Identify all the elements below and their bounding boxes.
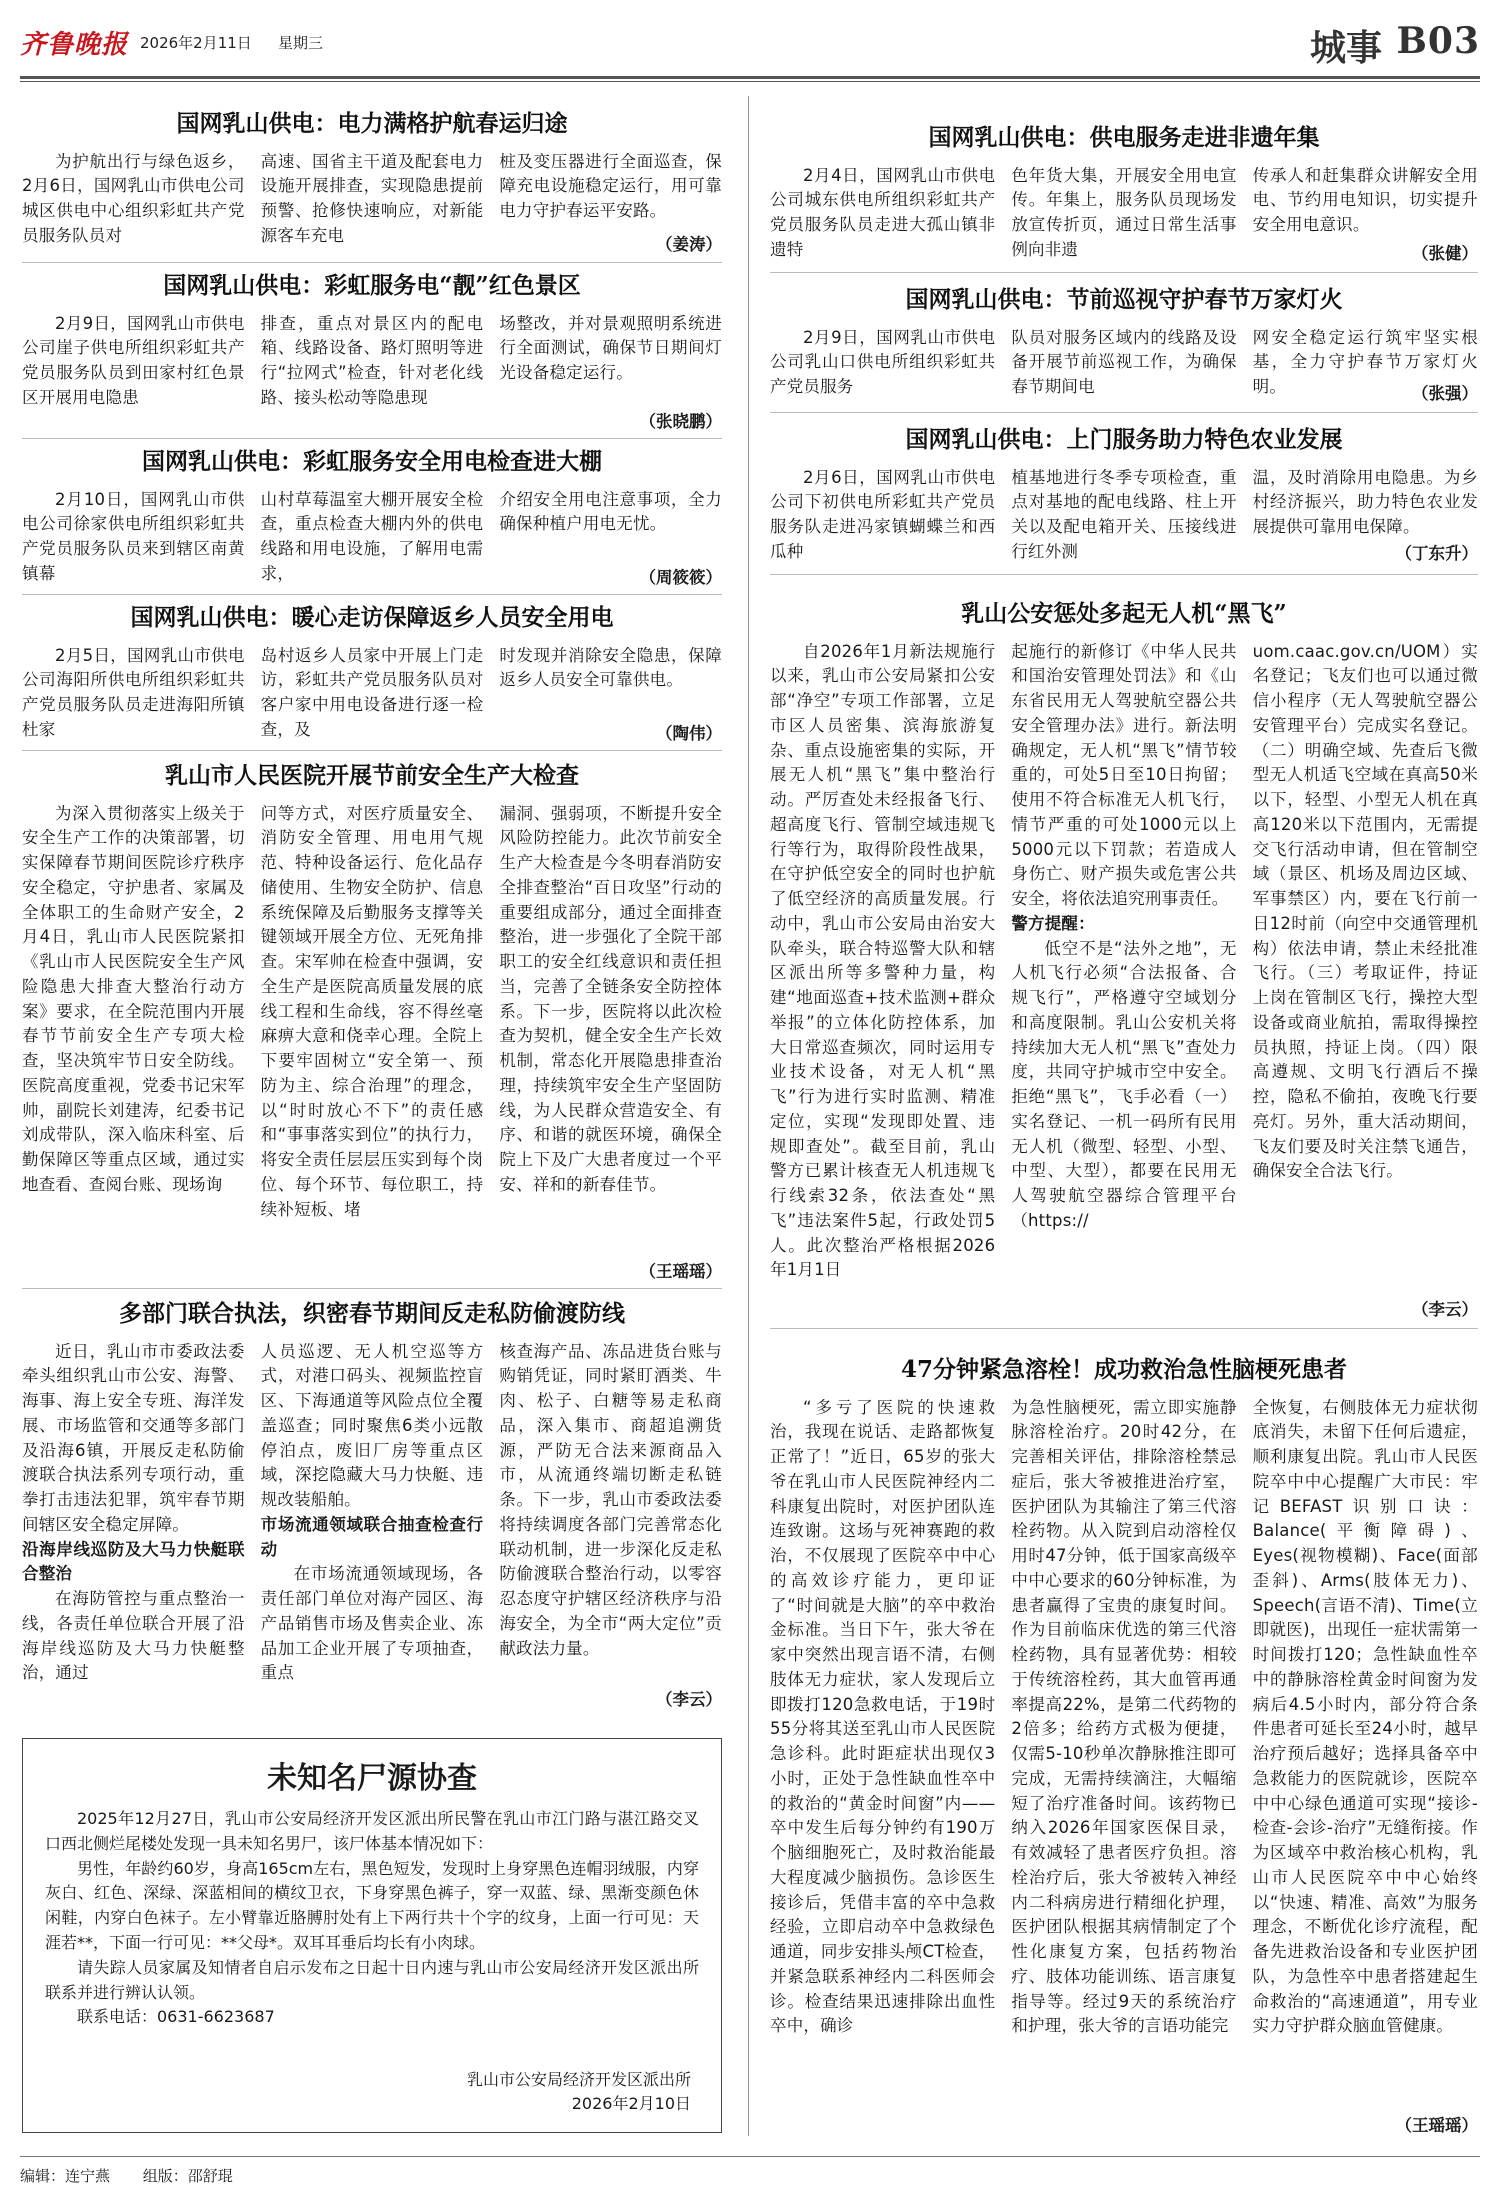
article-anti-smuggling xyxy=(22,1300,722,1710)
divider xyxy=(770,1328,1478,1329)
masthead-rule-thin xyxy=(20,81,1480,82)
byline: （张晓鹏） xyxy=(636,408,723,432)
page-footer xyxy=(20,2165,261,2186)
byline: （周筱筱） xyxy=(636,564,723,588)
article-column: 时发现并消除安全隐患，保障返乡人员安全可靠供电。 xyxy=(499,645,723,690)
article-column: 2月4日，国网乳山市供电公司城东供电所组织彩虹共产党员服务队员走进大孤山镇非遗特 xyxy=(770,165,996,259)
article-column: uom.caac.gov.cn/UOM）实名登记；飞友们也可以通过微信小程序（无人驾驶航空器公安管理平台）完成实名登记。（二）明确空域、先查后飞微型无人机适飞空域在真高50米以下，轻型、小型无人机在真高120米以下范围内，无需提交飞行活动申请，但在管制空域（景区、机场及周边区域、军事禁区）内，要在飞行前一日12时前（向空中交通管理机构）依法申请，禁止未经批准飞行。（三）考取证件，持证上岗在管制区飞行，操控大型设备或商业航拍，需取得操控员执照，持证上岗。（四）限高遵规、文明飞行酒后不操控，隐私不偷拍，夜晚飞行要亮灯。另外，重大活动期间，飞友们要及时关注禁飞通告，确保安全合法飞行。 xyxy=(1252,641,1478,1181)
article-column: 自2026年1月新法规施行以来，乳山市公安局紧扣公安部“净空”专项工作部署，立足市区人员密集、滨海旅游复杂、重点设施密集的实际，开展无人机“黑飞”集中整治行动。严厉查处未经报备飞行、超高度飞行、管制空域违规飞行等行为，取得阶段性战果，在守护低空安全的同时也护航了低空经济的高质量发展。行动中，乳山市公安局由治安大队牵头，联合特巡警大队和辖区派出所等多警种力量，构建“地面巡查+技术监测+群众举报”的立体化防控体系，加大日常巡查频次，同时运用专业技术设备，对无人机“黑飞”行为进行实时监测、精准定位，实现“发现即处置、违规即查处”。截至目前，乳山警方已累计核查无人机违规飞行线索32条，依法查处“黑飞”违法案件5起，行政处罚5人。此次整治严格根据2026年1月1日 xyxy=(770,641,996,1280)
notice-title: 未知名尸源协查 xyxy=(267,1761,477,1796)
article-column: 排查，重点对景区内的配电箱、线路设备、路灯照明等进行“拉网式”检查，针对老化线路、接头松动等隐患现 xyxy=(260,313,484,407)
subheading: 警方提醒： xyxy=(1011,913,1095,933)
article-drone-black-flight xyxy=(770,600,1478,1320)
divider xyxy=(22,750,722,751)
article-title: 国网乳山供电：电力满格护航春运归途 xyxy=(176,110,568,137)
article-column: 核查海产品、冻品进货台账与购销凭证，同时紧盯酒类、牛肉、松子、白糖等易走私商品，深入集市、商超追溯货源，严防无合法来源商品入市，从流通终端切断走私链条。下一步，乳山市委政法委将持续调度各部门完善常态化联动机制，进一步深化反走私防偷渡联合整治行动，以零容忍态度守护辖区经济秩序与沿海安全，为全市“两大定位”贡献政法力量。 xyxy=(499,1341,723,1658)
divider xyxy=(770,272,1478,273)
article-column: 2月9日，国网乳山市供电公司崖子供电所组织彩虹共产党员服务队员到田家村红色景区开展用电隐患 xyxy=(22,313,245,407)
article-title: 国网乳山供电：彩虹服务安全用电检查进大棚 xyxy=(142,448,602,475)
byline: （姜涛） xyxy=(652,231,722,255)
article-column: 2月9日，国网乳山市供电公司乳山口供电所组织彩虹共产党员服务 xyxy=(770,327,996,397)
subheading: 市场流通领域联合抽查检查行动 xyxy=(260,1514,484,1559)
article-column: 植基地进行冬季专项检查，重点对基地的配电线路、柱上开关以及配电箱开关、压接线进行红外测 xyxy=(1011,467,1237,561)
article-column: 全恢复，右侧肢体无力症状彻底消失，未留下任何后遗症，顺利康复出院。乳山市人民医院卒中中心提醒广大市民：牢记BEFAST识别口诀：Balance(平衡障碍)、Eyes(视物模糊)、Face(面部歪斜)、Arms(肢体无力)、Speech(言语不清)、Time(立即就医)，出现任一症状需第一时间拨打120；急性缺血性卒中的静脉溶栓黄金时间窗为发病后4.5小时内，部分符合条件患者可延长至24小时，越早治疗预后越好；选择具备卒中急救能力的医院就诊，医院卒中中心绿色通道可实现“接诊-检查-会诊-治疗”无缝衔接。作为区域卒中救治核心机构，乳山市人民医院卒中中心始终以“快速、精准、高效”为服务理念，不断优化诊疗流程，配备先进救治设备和专业医护团队，为急性卒中患者搭建起生命救治的“高速通道”，用专业实力守护群众脑血管健康。 xyxy=(1252,1397,1478,2036)
article-red-scenic-area xyxy=(22,272,722,432)
page-number: B03 xyxy=(1396,20,1480,62)
byline: （王瑶瑶） xyxy=(1392,2112,1479,2136)
divider xyxy=(770,574,1478,575)
article-column: 2月6日，国网乳山市供电公司下初供电所彩虹共产党员服务队走进冯家镇蝴蝶兰和西瓜种 xyxy=(770,467,996,561)
article-column: 2月10日，国网乳山市供电公司徐家供电所组织彩虹共产党员服务队员来到辖区南黄镇幕 xyxy=(22,489,245,583)
article-column: 传承人和赶集群众讲解安全用电、节约用电知识，切实提升安全用电意识。 xyxy=(1252,165,1478,235)
newspaper-logo: 齐鲁晚报 xyxy=(20,30,129,60)
article-title: 乳山公安惩处多起无人机“黑飞” xyxy=(961,600,1287,627)
byline: （张强） xyxy=(1408,380,1478,404)
article-title: 国网乳山供电：上门服务助力特色农业发展 xyxy=(905,426,1343,453)
article-intangible-heritage-fair xyxy=(770,124,1478,264)
article-column: 2月5日，国网乳山市供电公司海阳所供电所组织彩虹共产党员服务队员走进海阳所镇杜家 xyxy=(22,645,245,739)
byline: （李云） xyxy=(1408,1296,1478,1320)
divider xyxy=(22,438,722,439)
article-title: 国网乳山供电：暖心走访保障返乡人员安全用电 xyxy=(130,604,614,631)
article-column: 山村草莓温室大棚开展安全检查，重点检查大棚内外的供电线路和用电设施，了解用电需求， xyxy=(260,489,484,583)
article-column: 温，及时消除用电隐患。为乡村经济振兴，助力特色农业发展提供可靠用电保障。 xyxy=(1252,467,1478,537)
subheading: 沿海岸线巡防及大马力快艇联合整治 xyxy=(22,1539,245,1584)
notice-body: 2025年12月27日，乳山市公安局经济开发区派出所民警在乳山市江门路与湛江路交叉口西北侧烂尾楼处发现一具未知名男尸，该尸体基本情况如下： 男性，年龄约60岁，身高165cm左右，黑色短发，发现时上身穿黑色连帽羽绒服，内穿灰白、红色、深绿、深蓝相间的横纹卫衣，下身穿黑色裤子，穿一双蓝、绿、黑渐变颜色休闲鞋，内穿白色袜子。左小臂靠近胳膊肘处有上下两行共十个字的纹身，上面一行可见：天涯若**，下面一行可见：**父母*。双耳耳垂后均长有小肉球。 请失踪人员家属及知情者自启示发布之日起十日内速与乳山市公安局经济开发区派出所联系并进行辨认认领。 联系电话：0631-6623687 xyxy=(45,1807,699,2030)
masthead-rule xyxy=(20,76,1480,79)
article-title: 多部门联合执法，织密春节期间反走私防偷渡防线 xyxy=(119,1300,625,1327)
article-column: 高速、国省主干道及配套电力设施开展排查，实现隐患提前预警、抢修快速响应，对新能源客车充电 xyxy=(260,151,484,245)
divider xyxy=(22,594,722,595)
article-column: 介绍安全用电注意事项，全力确保种植户用电无忧。 xyxy=(499,489,723,534)
editor-credit: 编辑：连宁燕 xyxy=(20,2167,111,2185)
article-column: 网安全稳定运行筑牢坚实根基，全力守护春节万家灯火明。 xyxy=(1252,327,1478,397)
masthead xyxy=(20,14,1480,74)
article-stroke-thrombolysis xyxy=(770,1356,1478,2136)
article-column: 岛村返乡人员家中开展上门走访，彩虹共产党员服务队员对客户家中用电设备进行逐一检查，及 xyxy=(260,645,484,739)
article-title: 国网乳山供电：供电服务走进非遗年集 xyxy=(928,124,1320,151)
section-name: 城事 xyxy=(1309,27,1382,69)
article-title: 国网乳山供电：彩虹服务电“靓”红色景区 xyxy=(163,272,581,299)
column-divider xyxy=(748,96,749,2136)
issue-weekday: 星期三 xyxy=(278,34,324,52)
article-column: “多亏了医院的快速救治，我现在说话、走路都恢复正常了！”近日，65岁的张大爷在乳山市人民医院神经内二科康复出院时，对医护团队连连致谢。这场与死神赛跑的救治，不仅展现了医院卒中中心的高效诊疗能力，更印证了“时间就是大脑”的卒中救治金标准。当日下午，张大爷在家中突然出现言语不清，右侧肢体无力症状，家人发现后立即拨打120急救电话，于19时55分将其送至乳山市人民医院急诊科。此时距症状出现仅3小时，正处于急性缺血性卒中的救治的“黄金时间窗”内——卒中发生后每分钟约有190万个脑细胞死亡，及时救治能最大程度减少脑损伤。急诊医生接诊后，凭借丰富的卒中急救经验，立即启动卒中急救绿色通道，同步安排头颅CT检查，并紧急联系神经内二科医师会诊。检查结果迅速排除出血性卒中，确诊 xyxy=(770,1397,996,2036)
article-power-spring-festival xyxy=(22,110,722,255)
article-specialty-agriculture xyxy=(770,426,1478,564)
article-title: 乳山市人民医院开展节前安全生产大检查 xyxy=(165,762,579,789)
article-column: 队员对服务区域内的线路及设备开展节前巡视工作，为确保春节期间电 xyxy=(1011,327,1237,397)
article-column: 为急性脑梗死，需立即实施静脉溶栓治疗。20时42分，在完善相关评估，排除溶栓禁忌症后，张大爷被推进治疗室，医护团队为其输注了第三代溶栓药物。从入院到启动溶栓仅用时47分钟，低于国家高级卒中中心要求的60分钟标准，为患者赢得了宝贵的康复时间。作为目前临床优选的第三代溶栓药物，具有显著优势：相较于传统溶栓药，其大血管再通率提高22%，是第二代药物的2倍多；给药方式极为便捷，仅需5-10秒单次静脉推注即可完成，无需持续滴注，大幅缩短了治疗准备时间。该药物已纳入2026年国家医保目录，有效减轻了患者医疗负担。溶栓治疗后，张大爷被转入神经内二科病房进行精细化护理，医护团队根据其病情制定了个性化康复方案，包括药物治疗、肢体功能训练、语言康复指导等。经过9天的系统治疗和护理，张大爷的言语功能完 xyxy=(1011,1397,1237,2036)
article-title: 国网乳山供电：节前巡视守护春节万家灯火 xyxy=(905,286,1343,313)
article-column: 人员巡逻、无人机空巡等方式，对港口码头、视频监控盲区、下海通道等风险点位全覆盖巡查；同时聚焦6类小远散停泊点，废旧厂房等重点区域，深挖隐藏大马力快艇、违规改装船舶。 市场流通领域联合抽查检查行动 在市场流通领域现场，各责任部门单位对海产园区、海产品销售市场及售卖企业、冻品加工企业开展了专项抽查，重点 xyxy=(260,1341,484,1683)
article-column: 色年货大集，开展安全用电宣传。年集上，服务队员现场发放宣传折页，通过日常生活事例向非遗 xyxy=(1011,165,1237,259)
article-pre-festival-patrol xyxy=(770,286,1478,404)
byline: （丁东升） xyxy=(1392,540,1479,564)
divider xyxy=(22,262,722,263)
article-column: 问等方式，对医疗质量安全、消防安全管理、用电用气规范、特种设备运行、危化品存储使用、生物安全防护、信息系统保障及后勤服务支撑等关键领域开展全方位、无死角排查。宋军帅在检查中强调，安全生产是医院高质量发展的底线工程和生命线，容不得丝毫麻痹大意和侥幸心理。全院上下要牢固树立“安全第一、预防为主、综合治理”的理念，以“时时放心不下”的责任感和“事事落实到位”的执行力，将安全责任层层压实到每个岗位、每个环节、每位职工，持续补短板、堵 xyxy=(260,803,484,1219)
unidentified-body-notice xyxy=(22,1738,722,2133)
byline: （王瑶瑶） xyxy=(636,1258,723,1282)
notice-signature: 乳山市公安局经济开发区派出所 2026年2月10日 xyxy=(466,2070,691,2113)
layout-credit: 组版：邵舒琨 xyxy=(142,2167,233,2185)
byline: （陶伟） xyxy=(652,720,722,744)
issue-date: 2026年2月11日 xyxy=(140,34,252,52)
article-column: 漏洞、强弱项，不断提升安全风险防控能力。此次节前安全生产大检查是今冬明春消防安全排查整治“百日攻坚”行动的重要组成部分，通过全面排查整治，进一步强化了全院干部职工的安全红线意识和责任担当，完善了全链条安全防控体系。下一步，医院将以此次检查为契机，健全安全生产长效机制，常态化开展隐患排查治理，持续筑牢安全生产坚固防线，为人民群众营造安全、有序、和谐的就医环境，确保全院上下及广大患者度过一个平安、祥和的新春佳节。 xyxy=(499,803,723,1194)
article-returnees-visit xyxy=(22,604,722,744)
divider xyxy=(22,1288,722,1289)
article-column: 近日，乳山市市委政法委牵头组织乳山市公安、海警、海事、海上安全专班、海洋发展、市场监管和交通等多部门及沿海6镇，开展反走私防偷渡联合执法系列专项行动，重拳打击违法犯罪，筑牢春节期间辖区安全稳定屏障。 沿海岸线巡防及大马力快艇联合整治 在海防管控与重点整治一线，各责任单位联合开展了沿海岸线巡防及大马力快艇整治，通过 xyxy=(22,1341,245,1683)
article-hospital-safety-inspection xyxy=(22,762,722,1282)
article-column: 为深入贯彻落实上级关于安全生产工作的决策部署，切实保障春节期间医院诊疗秩序安全稳定，守护患者、家属及全体职工的生命财产安全，2月4日，乳山市人民医院紧扣《乳山市人民医院安全生产风险隐患大排查大整治行动方案》要求，在全院范围内开展春节节前安全生产专项大检查，坚决筑牢节日安全防线。医院高度重视，党委书记宋军帅，副院长刘建涛，纪委书记刘成带队，深入临床科室、后勤保障区等重点区域，通过实地查看、查阅台账、现场询 xyxy=(22,803,245,1194)
article-column: 起施行的新修订《中华人民共和国治安管理处罚法》和《山东省民用无人驾驶航空器公共安全管理办法》进行。新法明确规定，无人机“黑飞”情节较重的，可处5日至10日拘留；使用不符合标准无人机飞行，情节严重的可处1000元以上5000元以下罚款；若造成人身伤亡、财产损失或危害公共安全，将依法追究刑事责任。 警方提醒： 低空不是“法外之地”，无人机飞行必须“合法报备、合规飞行”，严格遵守空域划分和高度限制。乳山公安机关将持续加大无人机“黑飞”查处力度，共同守护城市空中安全。拒绝“黑飞”，飞手必看（一）实名登记、一机一码所有民用无人机（微型、轻型、小型、中型、大型），都要在民用无人驾驶航空器综合管理平台（https:// xyxy=(1011,641,1237,1230)
footer-rule xyxy=(20,2156,1480,2157)
article-title: 47分钟紧急溶栓！成功救治急性脑梗死患者 xyxy=(900,1356,1347,1383)
article-column: 桩及变压器进行全面巡查，保障充电设施稳定运行，用可靠电力守护春运平安路。 xyxy=(499,151,723,221)
contact-phone: 联系电话：0631-6623687 xyxy=(77,2007,275,2027)
article-column: 场整改，并对景观照明系统进行全面测试，确保节日期间灯光设备稳定运行。 xyxy=(499,313,723,383)
article-greenhouse-check xyxy=(22,448,722,588)
article-column: 为护航出行与绿色返乡，2月6日，国网乳山市供电公司城区供电中心组织彩虹共产党员服务队员对 xyxy=(22,151,245,245)
byline: （张健） xyxy=(1408,240,1478,264)
byline: （李云） xyxy=(652,1686,722,1710)
divider xyxy=(770,412,1478,413)
